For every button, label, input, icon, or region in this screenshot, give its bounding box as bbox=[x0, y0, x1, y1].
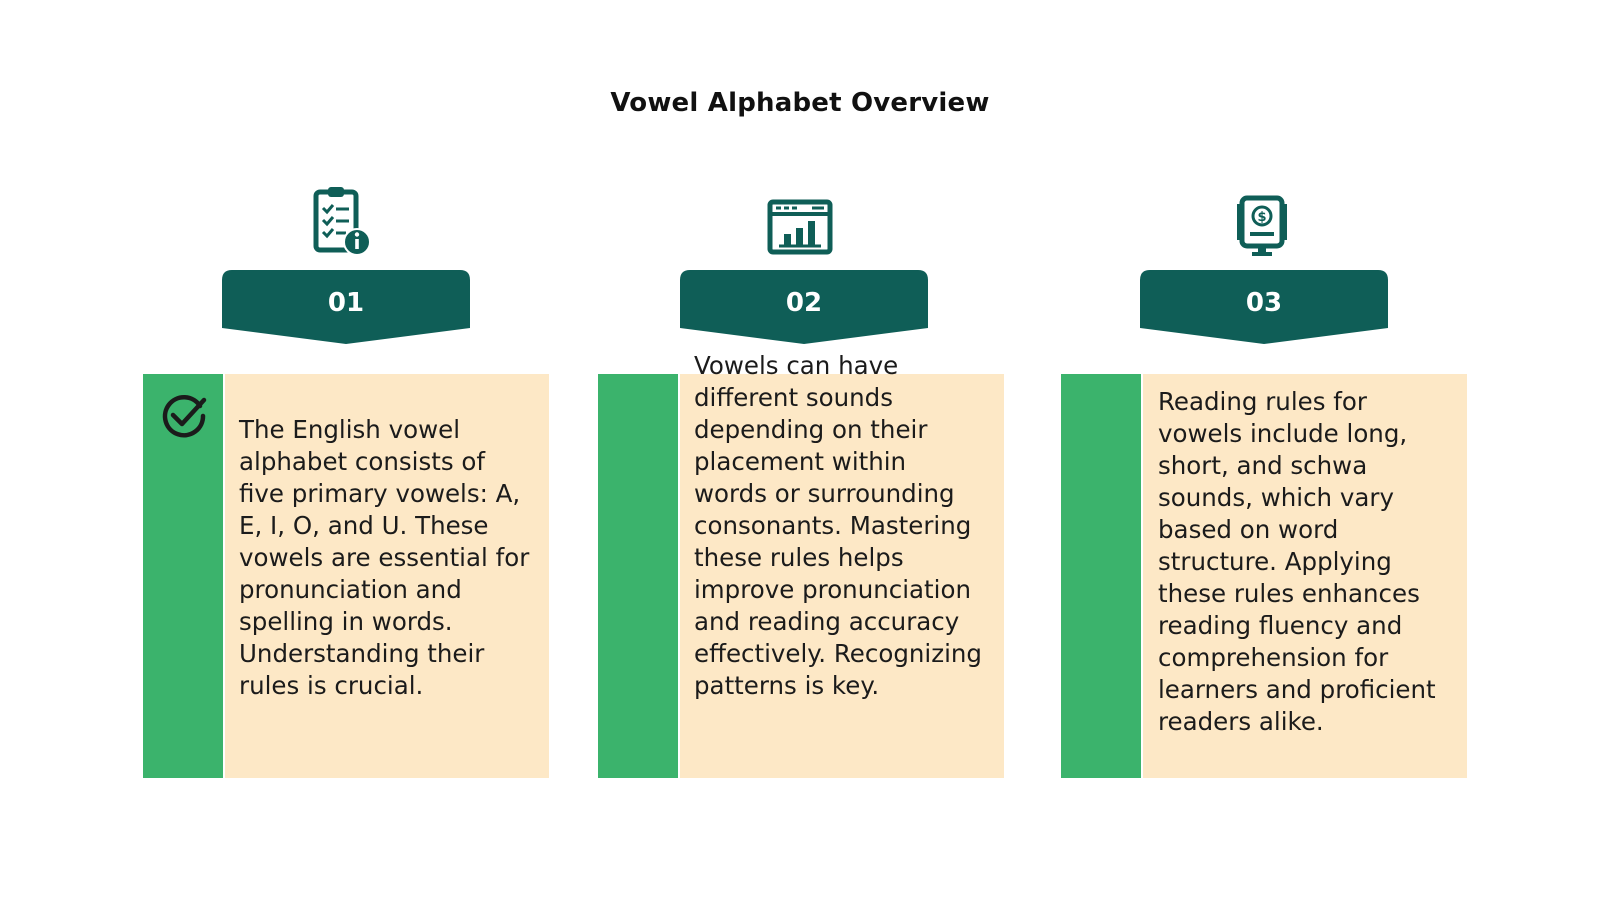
step-badge-02 bbox=[680, 270, 928, 350]
check-circle-icon bbox=[158, 390, 210, 442]
step-number: 01 bbox=[327, 288, 365, 318]
step-number: 03 bbox=[1245, 288, 1283, 318]
card-description: Vowels can have different sounds depending on their placement within words or surrounding consonants. Mastering these rules helps improve pronunciation and reading accuracy effectively. Recognizing patterns is key. bbox=[694, 351, 982, 700]
step-badge-03 bbox=[1140, 270, 1388, 350]
step-number: 02 bbox=[785, 288, 823, 318]
clipboard-info-icon bbox=[302, 184, 382, 264]
card-description: Reading rules for vowels include long, short, and schwa sounds, which vary based on word structure. Applying these rules enhances reading fluency and comprehension for learners and proficient readers alike. bbox=[1158, 387, 1436, 736]
svg-text:$: $ bbox=[1257, 210, 1267, 225]
page-title: Vowel Alphabet Overview bbox=[610, 88, 990, 118]
bar-chart-window-icon bbox=[760, 188, 840, 268]
step-badge-01 bbox=[222, 270, 470, 350]
card-description: The English vowel alphabet consists of five primary vowels: A, E, I, O, and U. These vowels are essential for pronunciation and spelling in words. Understanding their rules is crucial. bbox=[239, 415, 530, 700]
card-accent-bar bbox=[1061, 374, 1141, 778]
dollar-monitor-icon bbox=[1222, 188, 1302, 268]
card-accent-bar bbox=[598, 374, 678, 778]
